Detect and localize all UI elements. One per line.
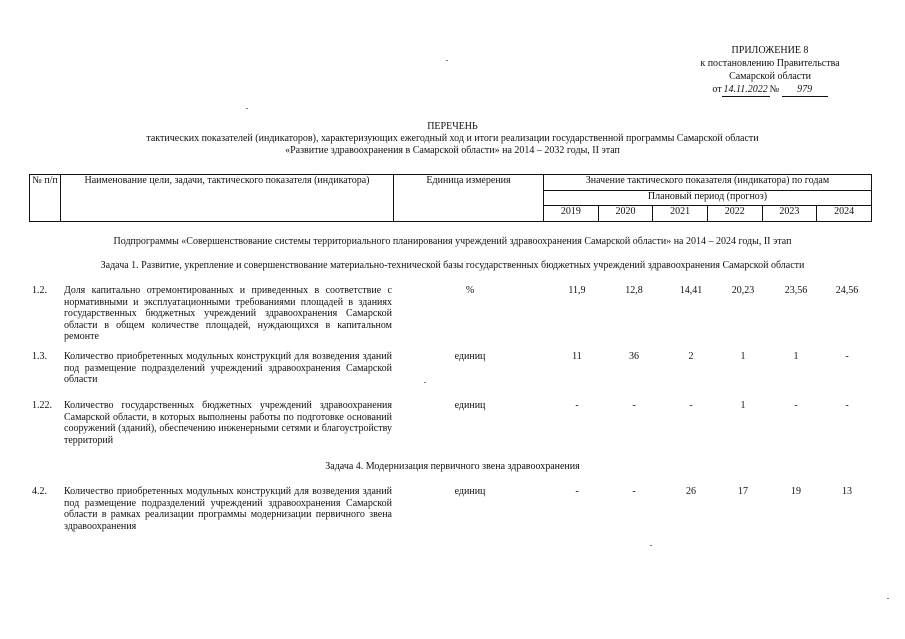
appendix-block	[640, 44, 900, 97]
row-value: 13	[842, 486, 852, 497]
row-value: 24,56	[835, 285, 859, 296]
year-header: 2023	[762, 206, 817, 222]
row-value: 1	[740, 400, 746, 411]
appendix-date: 14.11.2022	[723, 84, 768, 95]
row-unit: единиц	[454, 351, 486, 362]
table-header	[29, 174, 872, 222]
row-value: 1	[740, 351, 746, 362]
row-value: 11	[572, 351, 582, 362]
appendix-title: ПРИЛОЖЕНИЕ 8	[731, 45, 809, 56]
col-values-header: Значение тактического показателя (индикатора) по годам	[544, 175, 872, 191]
col-num-header: № п/п	[30, 175, 61, 222]
heading-title: ПЕРЕЧЕНЬ	[427, 121, 478, 132]
scan-speck	[424, 382, 426, 383]
scan-speck	[887, 598, 889, 599]
col-unit-header: Единица измерения	[394, 175, 544, 222]
heading-line2: «Развитие здравоохранения в Самарской области» на 2014 – 2032 годы, II этап	[285, 145, 620, 156]
row-value: 36	[629, 351, 639, 362]
row-value: 20,23	[731, 285, 755, 296]
scan-speck	[446, 60, 448, 61]
appendix-line2: Самарской области	[729, 71, 811, 82]
year-header: 2021	[653, 206, 708, 222]
row-unit: %	[465, 285, 475, 296]
subprogram-title: Подпрограммы «Совершенствование системы территориального планирования учреждений здравоохранения Самарской области» на 2014 – 2024 годы, II этап	[113, 236, 792, 247]
row-unit: единиц	[454, 486, 486, 497]
appendix-no: №	[769, 84, 780, 95]
row-value: -	[632, 486, 636, 497]
row-value: -	[845, 351, 849, 362]
year-header: 2019	[544, 206, 599, 222]
row-value: 19	[791, 486, 801, 497]
row-value: 17	[738, 486, 748, 497]
row-value: 26	[686, 486, 696, 497]
scan-speck	[650, 545, 652, 546]
row-value: -	[575, 400, 579, 411]
row-value: 14,41	[679, 285, 703, 296]
row-value: 2	[688, 351, 694, 362]
row-value: 12,8	[625, 285, 643, 296]
appendix-date-line	[640, 83, 900, 97]
row-unit: единиц	[454, 400, 486, 411]
document-heading	[0, 121, 905, 157]
scan-speck	[246, 108, 248, 109]
col-name-header: Наименование цели, задачи, тактического показателя (индикатора)	[61, 175, 394, 222]
row-name: Количество государственных бюджетных учреждений здравоохранения Самарской области, в которых выполнены работы по подготовке оснований сооружений (зданий), обеспечению инженерными сетями и благоустройству территорий	[64, 400, 392, 446]
appendix-from: от	[712, 84, 722, 95]
row-number: 1.2.	[32, 285, 47, 296]
row-name: Доля капитально отремонтированных и приведенных в соответствие с нормативными и эксплуатационными требованиями площадей в зданиях государственных бюджетных учреждений здравоохранения Самарской области в общем количестве площадей, нуждающихся в капитальном ремонте	[64, 285, 392, 342]
row-name: Количество приобретенных модульных конструкций для возведения зданий под размещение подразделений учреждений здравоохранения Самарской области в рамках реализации программы модернизации первичного звена здравоохранения	[64, 486, 392, 532]
year-header: 2020	[598, 206, 653, 222]
col-planned-header: Плановый период (прогноз)	[544, 190, 872, 206]
row-value: 1	[793, 351, 799, 362]
row-value: -	[575, 486, 579, 497]
task4-title: Задача 4. Модернизация первичного звена здравоохранения	[325, 461, 580, 472]
row-value: -	[632, 400, 636, 411]
row-name: Количество приобретенных модульных конструкций для возведения зданий под размещение подразделений учреждений здравоохранения Самарской области	[64, 351, 392, 385]
appendix-number: 979	[782, 83, 828, 97]
row-number: 1.3.	[32, 351, 47, 362]
heading-line1: тактических показателей (индикаторов), характеризующих ежегодный ход и итоги реализации государственной программы Самарской области	[146, 133, 759, 144]
row-value: -	[794, 400, 798, 411]
row-value: -	[845, 400, 849, 411]
row-value: -	[689, 400, 693, 411]
row-value: 23,56	[784, 285, 808, 296]
row-value: 11,9	[568, 285, 586, 296]
task1-title: Задача 1. Развитие, укрепление и совершенствование материально-технической базы государственных бюджетных учреждений здравоохранения Самарской области	[100, 260, 805, 271]
year-header: 2022	[707, 206, 762, 222]
row-number: 1.22.	[32, 400, 52, 411]
row-number: 4.2.	[32, 486, 47, 497]
appendix-line1: к постановлению Правительства	[700, 58, 840, 69]
year-header: 2024	[817, 206, 872, 222]
